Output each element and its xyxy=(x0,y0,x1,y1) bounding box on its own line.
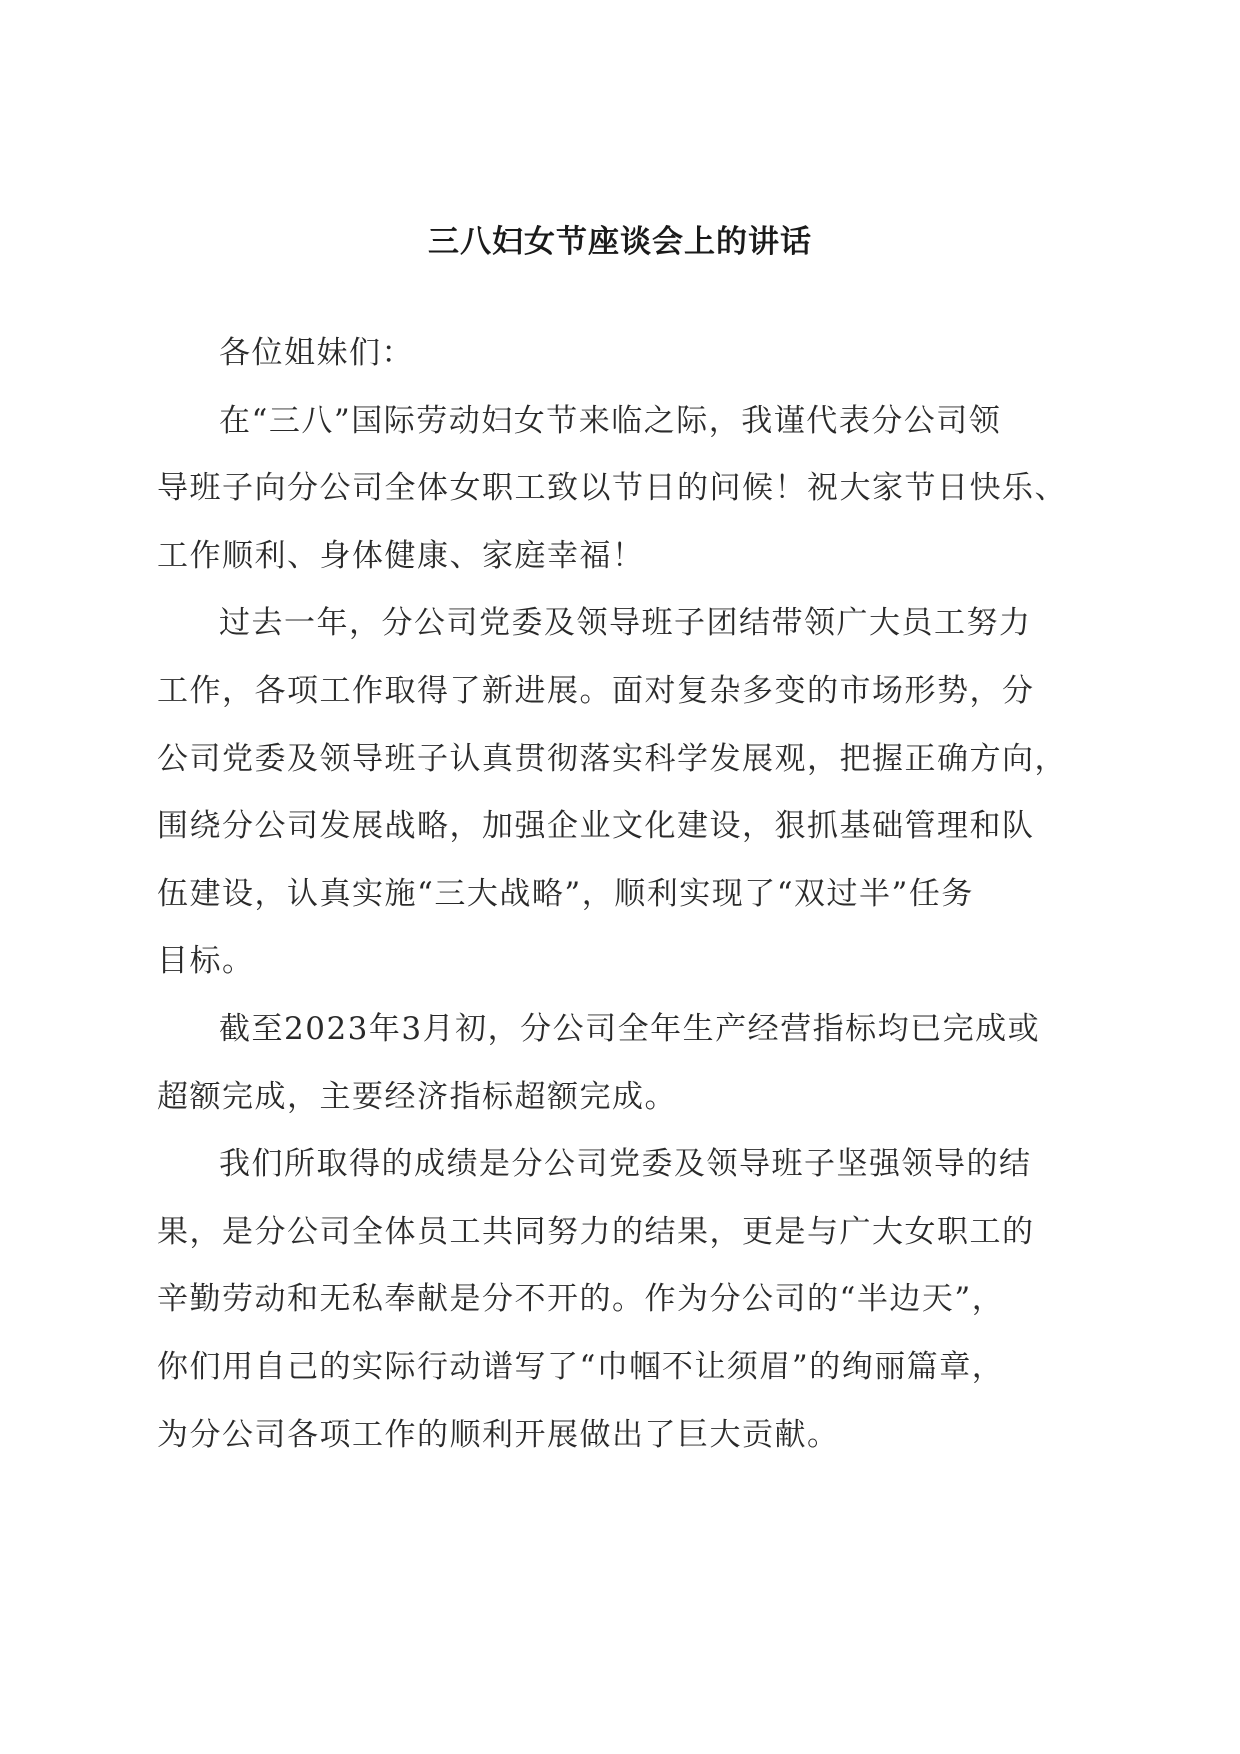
paragraph-indicators xyxy=(157,996,1087,1131)
text-line: 工作，各项工作取得了新进展。面对复杂多变的市场形势，分 xyxy=(157,672,1035,709)
text-line: 围绕分公司发展战略，加强企业文化建设，狠抓基础管理和队 xyxy=(157,808,1035,845)
document-body xyxy=(157,320,1087,1469)
text-line: 超额完成，主要经济指标超额完成。 xyxy=(157,1078,677,1115)
text-line: 过去一年，分公司党委及领导班子团结带领广大员工努力 xyxy=(219,605,1032,642)
text-line: 各位姐妹们： xyxy=(219,335,414,371)
text-line: 辛勤劳动和无私奉献是分不开的。作为分公司的“半边天”， xyxy=(157,1281,1005,1318)
text-line: 你们用自己的实际行动谱写了“巾帼不让须眉”的绚丽篇章， xyxy=(157,1348,1005,1385)
text-line: 公司党委及领导班子认真贯彻落实科学发展观，把握正确方向， xyxy=(157,740,1067,777)
document-title: 三八妇女节座谈会上的讲话 xyxy=(428,224,812,260)
text-line: 在“三八”国际劳动妇女节来临之际，我谨代表分公司领 xyxy=(219,402,1002,439)
text-line: 目标。 xyxy=(157,943,255,980)
text-line: 工作顺利、身体健康、家庭幸福！ xyxy=(157,537,645,574)
text-line: 果，是分公司全体员工共同努力的结果，更是与广大女职工的 xyxy=(157,1213,1035,1250)
text-line: 截至2023年3月初，分公司全年生产经营指标均已完成或 xyxy=(219,1010,1041,1047)
paragraph-achievements xyxy=(157,1131,1087,1469)
text-line: 导班子向分公司全体女职工致以节日的问候！祝大家节日快乐、 xyxy=(157,470,1067,507)
paragraph-holiday-greetings xyxy=(157,388,1087,591)
paragraph-past-year-review xyxy=(157,590,1087,996)
text-line: 我们所取得的成绩是分公司党委及领导班子坚强领导的结 xyxy=(219,1146,1032,1183)
paragraph-greeting xyxy=(157,320,1087,388)
text-line: 伍建设，认真实施“三大战略”，顺利实现了“双过半”任务 xyxy=(157,875,974,912)
text-line: 为分公司各项工作的顺利开展做出了巨大贡献。 xyxy=(157,1416,840,1453)
